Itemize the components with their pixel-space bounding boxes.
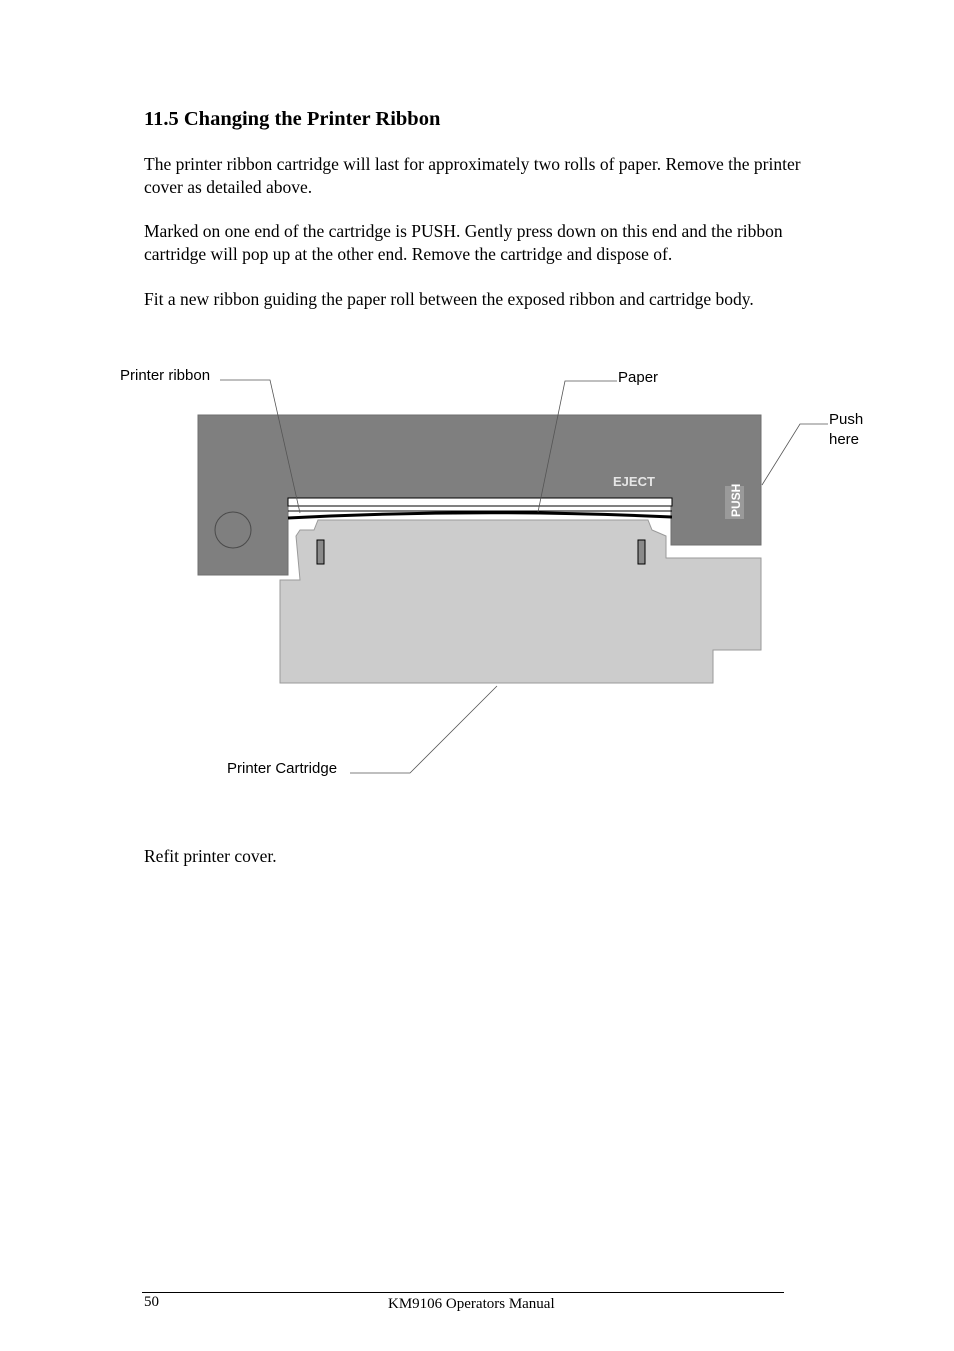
cartridge-clip-right	[638, 540, 645, 564]
push-here-label-line1: Push	[829, 411, 864, 428]
push-marking: PUSH	[729, 483, 743, 517]
push-here-label-line2: here	[829, 431, 860, 448]
footer-divider	[142, 1292, 784, 1293]
paragraph-push-cartridge: Marked on one end of the cartridge is PUSH. Gently press down on this end and the ribbon cartridge will pop up at the other end. Remove the cartridge and dispose of.	[144, 221, 783, 264]
cartridge-clip-left	[317, 540, 324, 564]
paper-label: Paper	[618, 369, 659, 386]
eject-marking: EJECT	[613, 474, 655, 489]
footer-title: KM9106 Operators Manual	[388, 1296, 555, 1312]
printer-ribbon	[288, 513, 672, 518]
printer-ribbon-label: Printer ribbon	[120, 367, 211, 384]
push-here-leader	[762, 424, 828, 485]
printer-cartridge-label: Printer Cartridge	[227, 760, 338, 777]
paragraph-fit-ribbon: Fit a new ribbon guiding the paper roll between the exposed ribbon and cartridge body.	[144, 289, 754, 309]
paragraph-refit-cover: Refit printer cover.	[144, 846, 277, 866]
ribbon-cartridge-diagram	[0, 350, 954, 800]
section-heading: 11.5 Changing the Printer Ribbon	[144, 108, 441, 130]
paragraph-remove-cover: The printer ribbon cartridge will last for approximately two rolls of paper. Remove the printer cover as detailed above.	[144, 154, 801, 197]
paper-strip	[288, 498, 672, 506]
page-number: 50	[144, 1294, 159, 1310]
printer-cartridge-leader	[350, 686, 497, 773]
